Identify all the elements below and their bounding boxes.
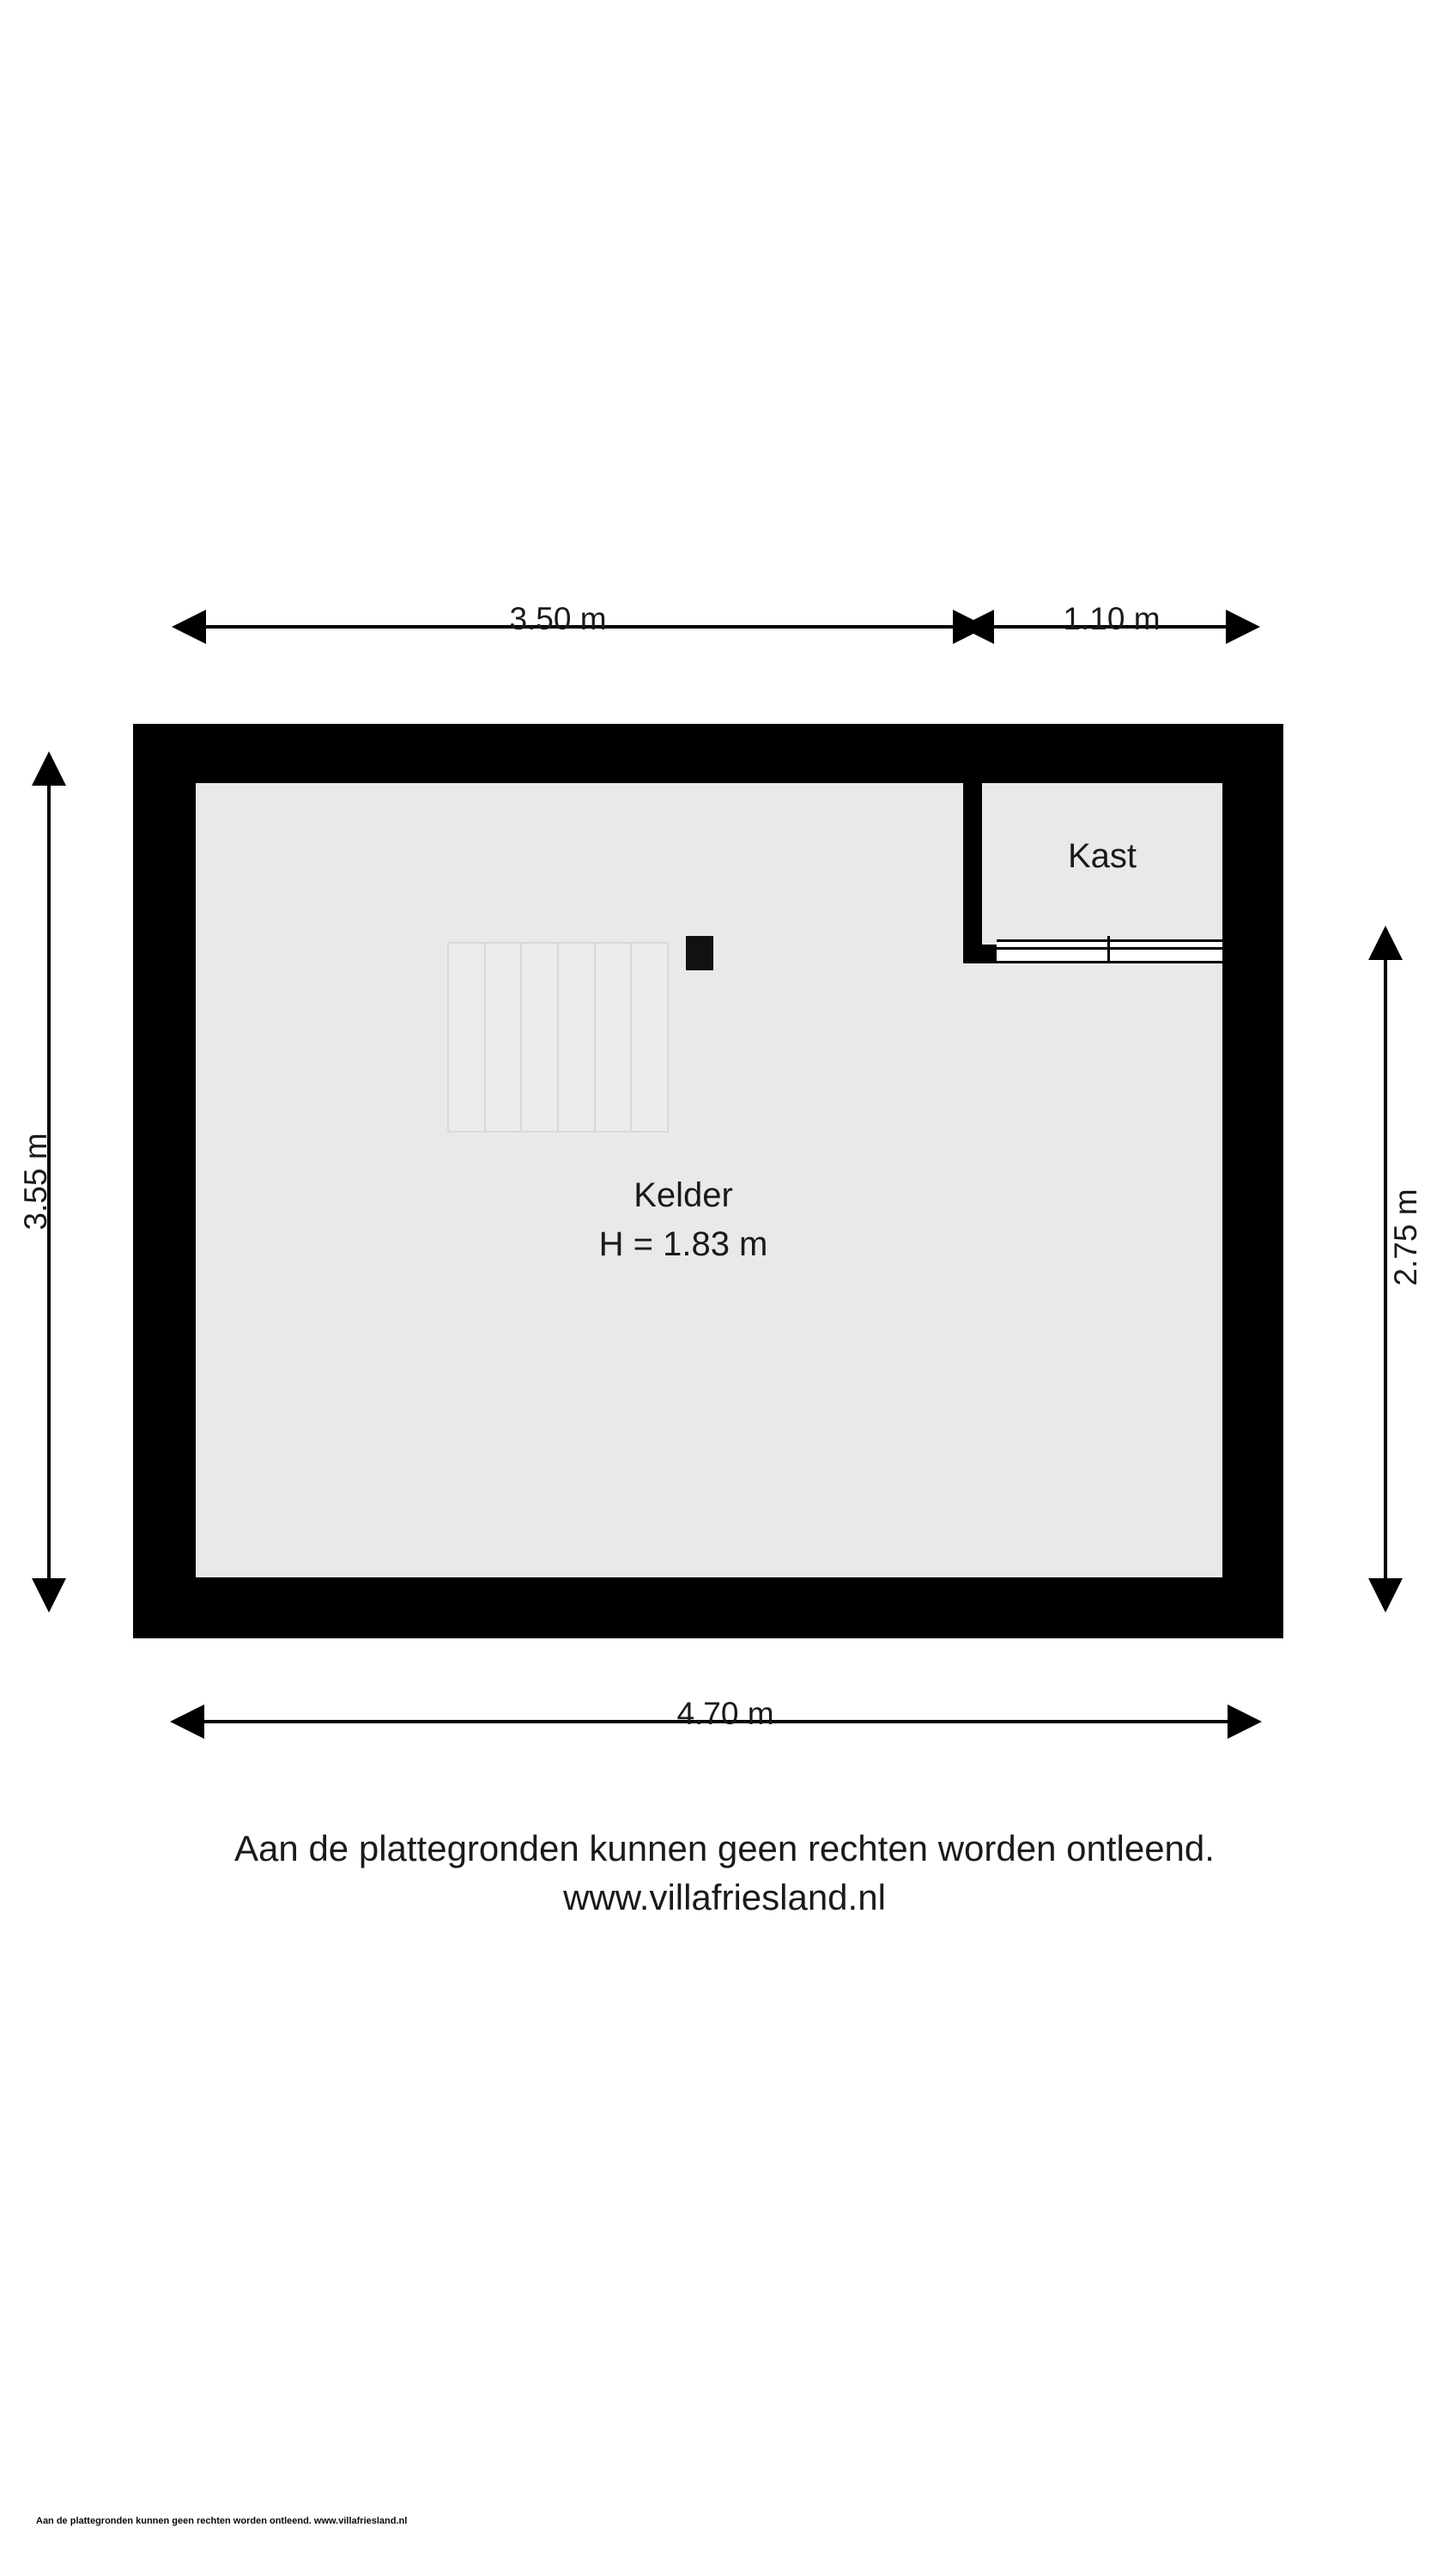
stair-step (632, 944, 667, 1131)
room-label-kast: Kast (1067, 837, 1137, 875)
sliding-door-handle (1107, 936, 1110, 963)
dimension-left: 3.55 m (18, 1133, 53, 1230)
stair-step (522, 944, 559, 1131)
corner-note: Aan de plattegronden kunnen geen rechten worden ontleend. www.villafriesland.nl (36, 2516, 408, 2526)
stair-step (596, 944, 633, 1131)
footer-disclaimer: Aan de plattegronden kunnen geen rechten worden ontleend. (234, 1828, 1215, 1868)
dimension-bottom: 4.70 m (676, 1696, 774, 1731)
stair-step (449, 944, 486, 1131)
dimension-right: 2.75 m (1388, 1188, 1423, 1286)
room-height-kelder: H = 1.83 m (598, 1225, 768, 1263)
dimension-top-right: 1.10 m (1063, 601, 1161, 636)
stairs-newel-post (686, 936, 713, 970)
stair-step (486, 944, 523, 1131)
kast-wall-left (963, 773, 982, 963)
stair-step (559, 944, 596, 1131)
footer (0, 1825, 1449, 1922)
room-label-kelder: Kelder (634, 1176, 733, 1214)
stairs-icon (447, 942, 669, 1133)
footer-url: www.villafriesland.nl (563, 1876, 886, 1917)
dimension-top-left: 3.50 m (509, 601, 607, 636)
